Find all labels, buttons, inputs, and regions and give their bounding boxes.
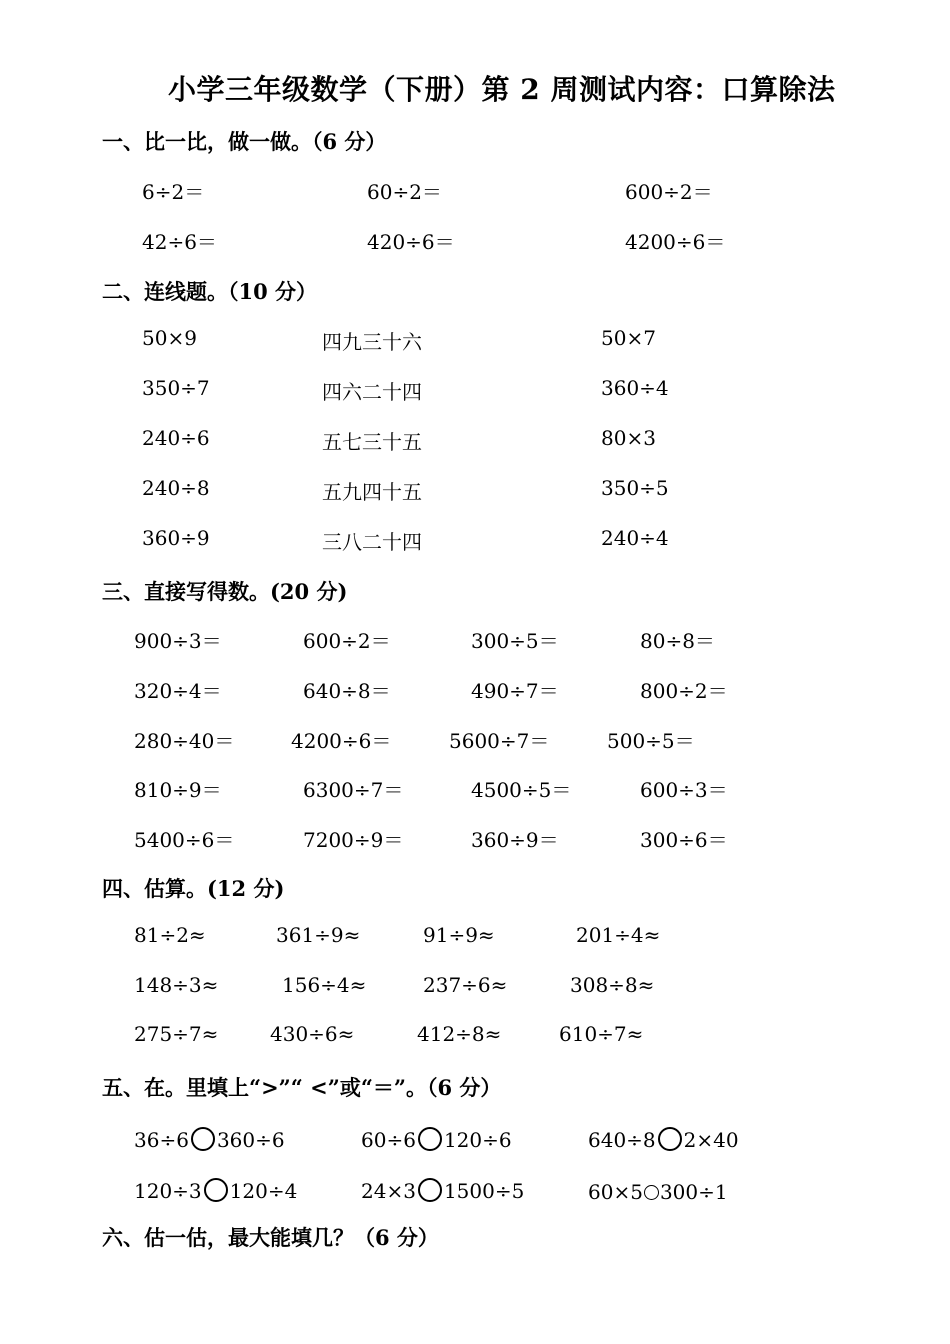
- s2-right-item: 240÷4: [601, 526, 669, 550]
- s5-right-expr: 120÷4: [229, 1179, 298, 1203]
- s2-right-item: 360÷4: [601, 376, 669, 400]
- s1-problem: 600÷2＝: [625, 180, 713, 204]
- section-2-heading: 二、连线题。（10 分）: [102, 279, 318, 304]
- s4-problem: 81÷2≈: [134, 923, 206, 947]
- s1-problem: 42÷6＝: [142, 230, 217, 254]
- s2-right-item: 350÷5: [601, 476, 669, 500]
- s5-left-expr: 36÷6: [134, 1128, 189, 1152]
- s3-problem: 4200÷6＝: [291, 729, 392, 753]
- s4-problem: 412÷8≈: [417, 1022, 502, 1046]
- answer-circle[interactable]: [658, 1127, 682, 1151]
- s3-problem: 490÷7＝: [471, 679, 559, 703]
- answer-circle[interactable]: [418, 1178, 442, 1202]
- s3-problem: 4500÷5＝: [471, 778, 572, 802]
- s5-comparison: [361, 1127, 512, 1152]
- answer-circle[interactable]: [644, 1185, 659, 1200]
- s5-right-expr: 2×40: [683, 1128, 739, 1152]
- s5-comparison: [588, 1127, 739, 1152]
- s3-problem: 600÷2＝: [303, 629, 391, 653]
- s3-problem: 810÷9＝: [134, 778, 222, 802]
- s5-left-expr: 60×5: [588, 1180, 643, 1204]
- s5-left-expr: 24×3: [361, 1179, 416, 1203]
- s5-left-expr: 60÷6: [361, 1128, 416, 1152]
- s3-problem: 5600÷7＝: [449, 729, 550, 753]
- s4-problem: 275÷7≈: [134, 1022, 219, 1046]
- s4-problem: 201÷4≈: [576, 923, 661, 947]
- s5-comparison: [361, 1178, 524, 1203]
- s3-problem: 6300÷7＝: [303, 778, 404, 802]
- s3-problem: 5400÷6＝: [134, 828, 235, 852]
- s2-left-item: 240÷6: [142, 426, 210, 450]
- s3-problem: 360÷9＝: [471, 828, 559, 852]
- s4-problem: 610÷7≈: [559, 1022, 644, 1046]
- s4-problem: 361÷9≈: [276, 923, 361, 947]
- s1-problem: 6÷2＝: [142, 180, 205, 204]
- s3-problem: 800÷2＝: [640, 679, 728, 703]
- s4-problem: 430÷6≈: [270, 1022, 355, 1046]
- s3-problem: 600÷3＝: [640, 778, 728, 802]
- s4-problem: 237÷6≈: [423, 973, 508, 997]
- s2-middle-item: 三八二十四: [322, 530, 422, 554]
- s5-right-expr: 120÷6: [443, 1128, 512, 1152]
- s2-left-item: 50×9: [142, 326, 197, 350]
- s2-middle-item: 四九三十六: [322, 330, 422, 354]
- s4-problem: 91÷9≈: [423, 923, 495, 947]
- s2-right-item: 80×3: [601, 426, 656, 450]
- s3-problem: 500÷5＝: [607, 729, 695, 753]
- s4-problem: 308÷8≈: [570, 973, 655, 997]
- s2-middle-item: 四六二十四: [322, 380, 422, 404]
- s3-problem: 320÷4＝: [134, 679, 222, 703]
- section-5-heading: 五、在。里填上“>”“ <”或“＝”。（6 分）: [102, 1075, 502, 1100]
- answer-circle[interactable]: [204, 1178, 228, 1202]
- s2-middle-item: 五七三十五: [322, 430, 422, 454]
- answer-circle[interactable]: [418, 1127, 442, 1151]
- s3-problem: 900÷3＝: [134, 629, 222, 653]
- s3-problem: 280÷40＝: [134, 729, 235, 753]
- answer-circle[interactable]: [191, 1127, 215, 1151]
- s5-right-expr: 300÷1: [659, 1180, 728, 1204]
- s3-problem: 7200÷9＝: [303, 828, 404, 852]
- s2-right-item: 50×7: [601, 326, 656, 350]
- s5-right-expr: 1500÷5: [443, 1179, 525, 1203]
- s2-middle-item: 五九四十五: [322, 480, 422, 504]
- s1-problem: 60÷2＝: [367, 180, 442, 204]
- section-4-heading: 四、估算。(12 分): [102, 876, 285, 901]
- s3-problem: 300÷6＝: [640, 828, 728, 852]
- s5-right-expr: 360÷6: [216, 1128, 285, 1152]
- s4-problem: 156÷4≈: [282, 973, 367, 997]
- s5-left-expr: 640÷8: [588, 1128, 656, 1152]
- s4-problem: 148÷3≈: [134, 973, 219, 997]
- s3-problem: 80÷8＝: [640, 629, 715, 653]
- s2-left-item: 360÷9: [142, 526, 210, 550]
- s2-left-item: 350÷7: [142, 376, 210, 400]
- s2-left-item: 240÷8: [142, 476, 210, 500]
- s5-comparison: [134, 1127, 285, 1152]
- section-3-heading: 三、直接写得数。(20 分): [102, 579, 348, 604]
- s3-problem: 300÷5＝: [471, 629, 559, 653]
- page-title: 小学三年级数学（下册）第 2 周测试内容：口算除法: [168, 73, 836, 106]
- s5-comparison: [134, 1178, 297, 1203]
- s5-comparison: [588, 1180, 728, 1204]
- section-1-heading: 一、比一比，做一做。（6 分）: [102, 129, 387, 154]
- s5-left-expr: 120÷3: [134, 1179, 202, 1203]
- s1-problem: 4200÷6＝: [625, 230, 726, 254]
- section-6-heading: 六、估一估，最大能填几？（6 分）: [102, 1225, 439, 1250]
- s1-problem: 420÷6＝: [367, 230, 455, 254]
- s3-problem: 640÷8＝: [303, 679, 391, 703]
